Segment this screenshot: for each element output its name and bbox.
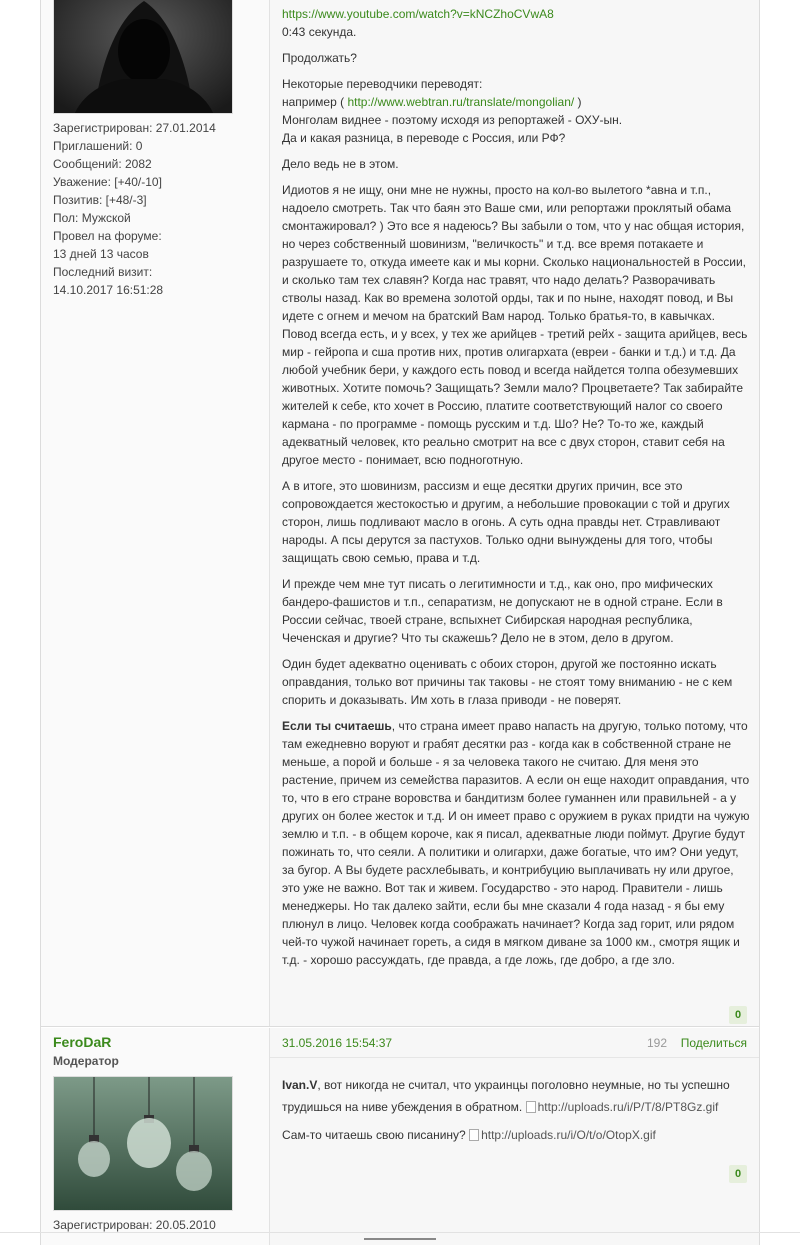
stat-registered: Зарегистрирован: 27.01.2014 — [53, 121, 216, 135]
paragraph-idiots: Идиотов я не ищу, они мне не нужны, просто на кол-во вылетого *авна и т.п., надоело смотреть. Так что баян это Ваше сми, или репортажи проклятый обама смонтажировал? ) Это все я надеюсь? Вы забыли о том, что у нас общая история, но через собственный шовинизм, "величкость" и т.д. все время потакаете и разрушаете то, откуда имеете как и мы корни. Сколько национальностей в России, и сколько там тех славян? Когда нас травят, что надо делать? Разворачивать стволы назад. Как во времена золотой орды, так и по ныне, находят повод, и Вы идете с огнем и мечом на братский Вам народ. Только братья-то, в кавычках. Повод всегда есть, и у всех, у тех же арийцев - третий рейх - защита арийцев, весь мир - гейропа и сша против них, против олигархата (евреи - банки и т.д.) и т.д. Да любой учебник бери, у каждого есть повод и всегда найдется толпа обезумевших животных. Хотите помочь? Защищать? Земли мало? Процветаете? Так забирайте жителей к себе, кто хочет в Россию, платите соответствующий налог со своего кармана - по программе - помощь русским и т.д. Шо? Не? То-то же, каждый адекватный человек, кто реально смотрит на все с двух сторон, ставит себя на другое место - понимает, всю подноготную. — [282, 183, 748, 467]
paragraph-if: Если ты считаешь, что страна имеет право напасть на другую, только потому, что там ежедневно воруют и грабят десятки раз - когда как в собственной стране не меньше, а порой и больше - я за человека такого не считаю. Для меня это растение, причем из семейства паразитов. А если он еще находит оправдания, что то, что в его стране воровства и бандитизм более гуманнен или правильней - а у других он более жесток и т.д. И он имеет право с оружием в руках придти на чужую землю и т.п. - в общем короче, как я писал, адекватные люди поймут. Другие будут пожинать то, что сеяли. А политики и олигархи, даже богатые, что им? Они уедут, за бугор. А Вы будете расхлебывать, и контрибуцию выплачивать ну или другое, это уже не важно. Вот так и живем. Государство - это народ. Правители - лишь менеджеры. Но так далеко зайти, если бы мне сказали 4 года назад - я бы ему плюнул в лицо. Человек когда соображать начинает? Когда зад горит, или рядом чей-то чужой начинает гореть, а сидя в мягком диване за 1000 км., смотря ящик и т.д. - хорошо рассуждать, где правда, а где ложь, где добро, а где зло. — [282, 719, 750, 967]
author-role: Модератор — [53, 1054, 119, 1068]
paragraph-result: А в итоге, это шовинизм, рассизм и еще десятки других причин, все это сопровождается жестокостью и другим, а небольшие провокации с той и других сторон, лишь подливают масло в огонь. А суть одна правды нет. Стравливают народы. А псы дерутся за пастухов. Только одни вынуждены для того, чтобы защищать свою семью, права и т.д. — [282, 479, 730, 565]
post-body — [270, 0, 759, 1026]
broken-image-icon — [469, 1129, 479, 1141]
stat-registered: Зарегистрирован: 20.05.2010 — [53, 1218, 216, 1232]
broken-image: http://uploads.ru/i/O/t/o/OtopX.gif — [469, 1128, 656, 1142]
broken-image-icon — [526, 1101, 536, 1113]
post — [41, 1028, 759, 1245]
share-link[interactable]: Поделиться — [680, 1036, 747, 1050]
stat-respect: Уважение: [+40/-10] — [53, 175, 162, 189]
post-header — [270, 1028, 759, 1058]
youtube-link[interactable]: https://www.youtube.com/watch?v=kNCZhoCVwA8 — [282, 7, 554, 21]
paragraph-continue: Продолжать? — [282, 51, 357, 65]
webtran-link[interactable]: http://www.webtran.ru/translate/mongolian/ — [347, 95, 575, 109]
post — [41, 0, 759, 1027]
stat-messages: Сообщений: 2082 — [53, 157, 152, 171]
stat-time-label: Провел на форуме: — [53, 229, 162, 243]
paragraph-translators: Некоторые переводчики переводят: например ( http://www.webtran.ru/translate/mongolian/ ) Монголам виднее - поэтому исходя из репортажей - ОХУ-ын. Да и какая разница, в переводе с Россия, или РФ? — [282, 77, 623, 145]
user-stats — [53, 119, 216, 299]
view-count: 192 — [646, 1036, 667, 1050]
stat-gender: Пол: Мужской — [53, 211, 131, 225]
stat-invites: Приглашений: 0 — [53, 139, 143, 153]
paragraph-one: Один будет адекватно оценивать с обоих сторон, другой же постоянно искать оправдания, только вот причины так таковы - не стоят тому вниманию - не с кем спорить и доказывать. Им хоть в глаза приводи - не поверят. — [282, 657, 733, 707]
vote-counter[interactable]: 0 — [729, 1006, 747, 1024]
stat-positive: Позитив: [+48/-3] — [53, 193, 147, 207]
paragraph-question: Сам-то читаешь свою писанину? http://uploads.ru/i/O/t/o/OtopX.gif — [282, 1128, 656, 1142]
paragraph-reply: Ivan.V, вот никогда не считал, что украинцы поголовно неумные, но ты успешно трудишься на ниве убеждения в обратном. http://uploads.ru/i/P/T/8/PT8Gz.gif — [282, 1078, 730, 1114]
scroll-indicator[interactable] — [364, 1238, 436, 1240]
forum-thread — [40, 0, 760, 1245]
broken-image: http://uploads.ru/i/P/T/8/PT8Gz.gif — [526, 1100, 719, 1114]
hooded-figure-icon — [54, 0, 233, 114]
author-name[interactable]: FeroDaR — [53, 1034, 112, 1050]
quoted-user[interactable]: Ivan.V — [282, 1078, 318, 1092]
stat-last-visit-label: Последний визит: — [53, 265, 153, 279]
post-content — [282, 5, 750, 977]
time-text: 0:43 секунда. — [282, 25, 357, 39]
divider — [0, 1232, 800, 1233]
vote-counter[interactable]: 0 — [729, 1165, 747, 1183]
post-author-panel — [41, 1028, 270, 1245]
paragraph-legit: И прежде чем мне тут писать о легитимности и т.д., как оно, про мифических бандеро-фашистов и т.п., сепаратизм, не допускают не в одной стране. Если в России сейчас, твоей стране, вспыхнет Сибирская народная республика, Чеченская и другие? Что ты скажешь? Дело не в этом, дело в другом. — [282, 577, 723, 645]
post-date[interactable]: 31.05.2016 15:54:37 — [282, 1036, 393, 1050]
avatar[interactable] — [53, 0, 233, 114]
post-body — [270, 1028, 759, 1245]
avatar[interactable] — [53, 1076, 233, 1211]
post-author-panel — [41, 0, 270, 1026]
paragraph-matter: Дело ведь не в этом. — [282, 157, 399, 171]
post-content — [282, 1074, 750, 1152]
stat-last-visit-value: 14.10.2017 16:51:28 — [53, 283, 164, 297]
stat-time-value: 13 дней 13 часов — [53, 247, 149, 261]
lightbulbs-icon — [54, 1077, 233, 1211]
